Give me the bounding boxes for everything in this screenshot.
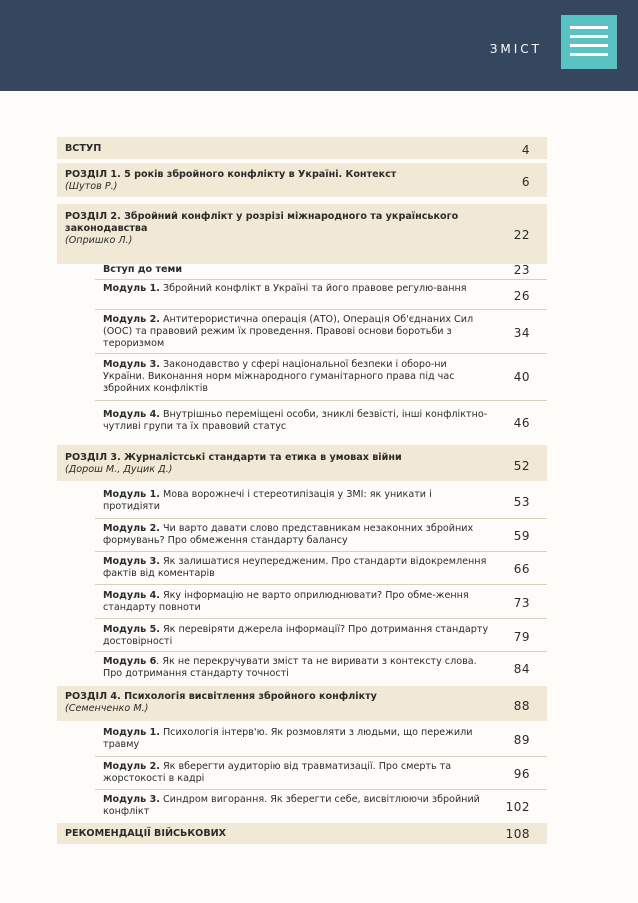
module-title: Яку інформацію не варто оприлюднювати? Про обме-ження стандарту повноти bbox=[103, 590, 469, 613]
toc-page-number: 102 bbox=[505, 800, 530, 814]
toc-module-entry[interactable] bbox=[95, 258, 547, 280]
section-author: (Дорош М., Дуцик Д.) bbox=[65, 464, 173, 475]
toc-entry-text bbox=[103, 523, 489, 547]
toc-entry-text bbox=[103, 283, 489, 295]
toc-entry-text bbox=[103, 359, 489, 395]
toc-entry-text bbox=[65, 211, 489, 247]
toc-entry-title: РЕКОМЕНДАЦІЇ ВІЙСЬКОВИХ bbox=[65, 828, 227, 839]
module-label: Модуль 1. bbox=[103, 283, 160, 294]
toc-module-entry[interactable] bbox=[95, 585, 547, 619]
toc-entry-text bbox=[103, 590, 489, 614]
toc-page-number: 26 bbox=[513, 289, 530, 303]
toc-page-number: 59 bbox=[513, 529, 530, 543]
toc-module-entry[interactable] bbox=[95, 401, 547, 441]
toc-page-number: 34 bbox=[513, 326, 530, 340]
module-title: . Як не перекручувати зміст та не виривати з контексту слова. Про дотримання стандарту точності bbox=[103, 656, 477, 679]
module-title: Як вберегти аудиторію від травматизації. Про смерть та жорстокості в кадрі bbox=[103, 761, 452, 784]
module-label: Модуль 3. bbox=[103, 359, 160, 370]
page-title: ЗМІСТ bbox=[489, 42, 542, 56]
toc-entry-text bbox=[103, 314, 489, 350]
module-label: Модуль 4. bbox=[103, 590, 160, 601]
toc-section-3[interactable] bbox=[57, 445, 547, 481]
toc-entry-intro[interactable] bbox=[57, 137, 547, 159]
toc-module-entry[interactable] bbox=[95, 652, 547, 683]
toc-module-entry[interactable] bbox=[95, 483, 547, 519]
toc-page-number: 96 bbox=[513, 767, 530, 781]
toc-section-2[interactable] bbox=[57, 204, 547, 264]
module-title: Як перевіряти джерела інформації? Про дотримання стандарту достовірності bbox=[103, 624, 489, 647]
toc-entry-text bbox=[103, 489, 489, 513]
section-title: Психологія висвітлення збройного конфлікту bbox=[120, 691, 377, 702]
module-title: Законодавство у сфері національної безпеки і оборо-ни України. Виконання норм міжнародного гуманітарного права під час збройних конфліктів bbox=[103, 359, 455, 394]
toc-entry-title: Вступ до теми bbox=[103, 264, 183, 275]
module-label: Модуль 4. bbox=[103, 409, 160, 420]
toc-page-number: 52 bbox=[513, 459, 530, 473]
section-label: РОЗДІЛ 3. bbox=[65, 452, 121, 463]
toc-page-number: 79 bbox=[513, 630, 530, 644]
toc-module-entry[interactable] bbox=[95, 519, 547, 552]
toc-page-number: 22 bbox=[513, 228, 530, 242]
toc-page-number: 46 bbox=[513, 416, 530, 430]
toc-page-number: 89 bbox=[513, 733, 530, 747]
toc-module-entry[interactable] bbox=[95, 354, 547, 401]
toc-page-number: 88 bbox=[513, 699, 530, 713]
module-title: Як залишатися неупередженим. Про стандарти відокремлення фактів від коментарів bbox=[103, 556, 487, 579]
module-title: Збройний конфлікт в Україні та його правове регулю-вання bbox=[159, 283, 467, 294]
toc-module-entry[interactable] bbox=[95, 757, 547, 790]
module-title: Чи варто давати слово представникам незаконних збройних формувань? Про обмеження стандарту балансу bbox=[103, 523, 474, 546]
module-title: Внутрішньо переміщені особи, зниклі безвісті, інші конфліктно-чутливі групи та їх правовий статус bbox=[103, 409, 488, 432]
module-label: Модуль 3. bbox=[103, 794, 160, 805]
toc-page-number: 66 bbox=[513, 562, 530, 576]
toc-module-entry[interactable] bbox=[95, 790, 547, 824]
module-label: Модуль 2. bbox=[103, 523, 160, 534]
toc-page-number: 4 bbox=[521, 143, 530, 157]
toc-page-number: 40 bbox=[513, 370, 530, 384]
toc-entry-title: ВСТУП bbox=[65, 143, 102, 154]
toc-entry-text bbox=[65, 452, 489, 476]
module-title: Синдром вигорання. Як зберегти себе, висвітлюючи збройний конфлікт bbox=[103, 794, 480, 817]
toc-entry-text bbox=[65, 169, 489, 193]
section-label: РОЗДІЛ 2. bbox=[65, 211, 121, 222]
toc-entry-text bbox=[65, 691, 489, 715]
section-title: 5 років збройного конфлікту в Україні. Контекст bbox=[120, 169, 397, 180]
section-author: (Семенченко М.) bbox=[65, 703, 149, 714]
section-title: Збройний конфлікт у розрізі міжнародного та українського законодавства bbox=[65, 211, 459, 234]
section-title: Журналістські стандарти та етика в умовах війни bbox=[120, 452, 402, 463]
toc-page-number: 53 bbox=[513, 495, 530, 509]
toc-module-entry[interactable] bbox=[95, 552, 547, 585]
hamburger-menu-icon[interactable] bbox=[561, 15, 617, 69]
section-author: (Шутов Р.) bbox=[65, 181, 118, 192]
module-title: Мова ворожнечі і стереотипізація у ЗМІ: як уникати і протидіяти bbox=[103, 489, 432, 512]
section-author: (Опришко Л.) bbox=[65, 235, 133, 246]
module-label: Модуль 6 bbox=[103, 656, 157, 667]
header-bar bbox=[0, 0, 638, 91]
toc-section-1[interactable] bbox=[57, 163, 547, 197]
toc-module-entry[interactable] bbox=[95, 721, 547, 757]
toc-module-entry[interactable] bbox=[95, 619, 547, 652]
module-label: Модуль 2. bbox=[103, 314, 160, 325]
toc-page-number: 84 bbox=[513, 662, 530, 676]
toc-module-entry[interactable] bbox=[95, 280, 547, 310]
module-title: Антитерористична операція (АТО), Операція Об'єднаних Сил (ООС) та правовий режим їх проведення. Правові основи боротьби з тероризмом bbox=[103, 314, 474, 349]
toc-entry-text bbox=[103, 624, 489, 648]
toc-page-number: 73 bbox=[513, 596, 530, 610]
toc-section-4[interactable] bbox=[57, 686, 547, 721]
module-label: Модуль 3. bbox=[103, 556, 160, 567]
section-label: РОЗДІЛ 4. bbox=[65, 691, 121, 702]
toc-page-number: 6 bbox=[521, 175, 530, 189]
module-title: Психологія інтерв'ю. Як розмовляти з людьми, що пережили травму bbox=[103, 727, 473, 750]
module-label: Модуль 1. bbox=[103, 489, 160, 500]
toc-module-entry[interactable] bbox=[95, 310, 547, 354]
toc-entry-text bbox=[103, 761, 489, 785]
section-label: РОЗДІЛ 1. bbox=[65, 169, 121, 180]
module-label: Модуль 1. bbox=[103, 727, 160, 738]
toc-entry-text bbox=[103, 794, 489, 818]
module-label: Модуль 2. bbox=[103, 761, 160, 772]
toc-page-number: 108 bbox=[505, 827, 530, 841]
toc-entry-text bbox=[103, 656, 489, 680]
toc-page-number: 23 bbox=[513, 263, 530, 277]
toc-entry-recommendations[interactable] bbox=[57, 823, 547, 844]
module-label: Модуль 5. bbox=[103, 624, 160, 635]
toc-entry-text bbox=[103, 556, 489, 580]
toc-entry-text bbox=[103, 727, 489, 751]
toc-entry-text bbox=[103, 409, 489, 433]
